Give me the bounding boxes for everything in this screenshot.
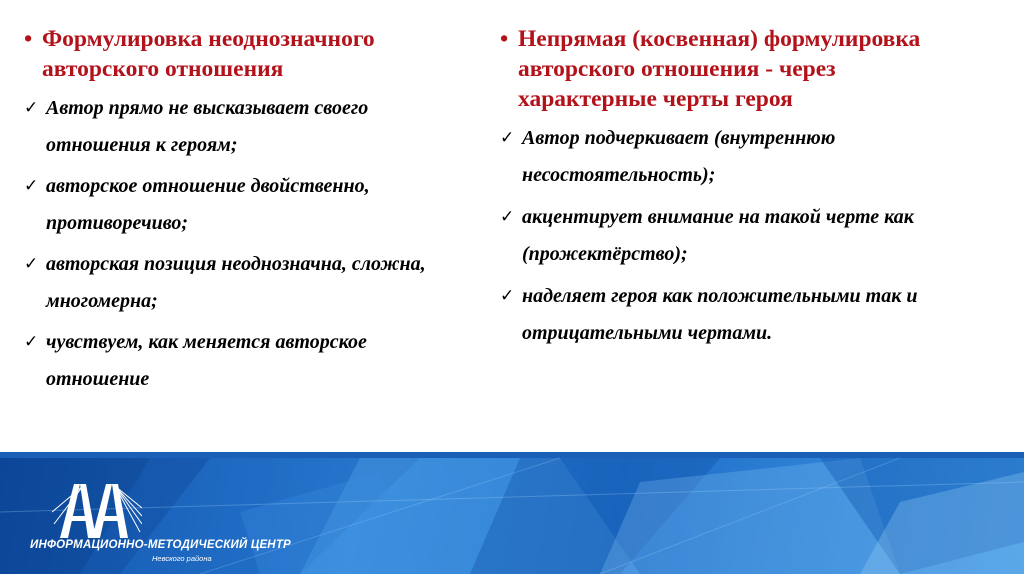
checkmark-icon: ✓ (24, 176, 39, 196)
checkmark-icon: ✓ (500, 286, 515, 306)
list-item (24, 90, 469, 164)
bullet-icon: • (500, 26, 509, 52)
right-heading (500, 24, 970, 114)
checkmark-icon: ✓ (500, 128, 515, 148)
center-logo (30, 478, 310, 570)
list-item-text: чувствуем, как меняется авторское отношение (46, 331, 367, 390)
checkmark-icon: ✓ (24, 332, 39, 352)
logo-title: ИНФОРМАЦИОННО-МЕТОДИЧЕСКИЙ ЦЕНТР (30, 539, 291, 551)
checkmark-icon: ✓ (24, 254, 39, 274)
list-item (500, 278, 970, 352)
list-item-text: Автор подчеркивает (внутреннюю несостоятельность); (522, 127, 836, 186)
list-item-text: авторская позиция неоднозначна, сложна, многомерна; (46, 253, 426, 312)
list-item-text: авторское отношение двойственно, противоречиво; (46, 175, 370, 234)
bullet-icon: • (24, 26, 33, 52)
logo-subtitle: Невского района (152, 554, 212, 563)
list-item (24, 324, 469, 398)
left-column (24, 24, 469, 402)
checkmark-icon: ✓ (24, 98, 39, 118)
right-item-list (500, 120, 970, 352)
list-item (500, 120, 970, 194)
list-item-text: Автор прямо не высказывает своего отношения к героям; (46, 97, 369, 156)
list-item (24, 168, 469, 242)
footer-banner (0, 452, 1024, 574)
left-item-list (24, 90, 469, 398)
left-heading-text: Формулировка неоднозначного авторского отношения (42, 26, 375, 82)
bridge-logo-icon (52, 478, 142, 540)
right-column (500, 24, 970, 357)
list-item-text: наделяет героя как положительными так и отрицательными чертами. (522, 285, 918, 344)
list-item (24, 246, 469, 320)
left-heading (24, 24, 469, 84)
checkmark-icon: ✓ (500, 207, 515, 227)
right-heading-text: Непрямая (косвенная) формулировка авторского отношения - через характерные черты героя (518, 26, 921, 112)
list-item (500, 199, 970, 273)
list-item-text: акцентирует внимание на такой черте как (прожектёрство); (522, 206, 914, 265)
